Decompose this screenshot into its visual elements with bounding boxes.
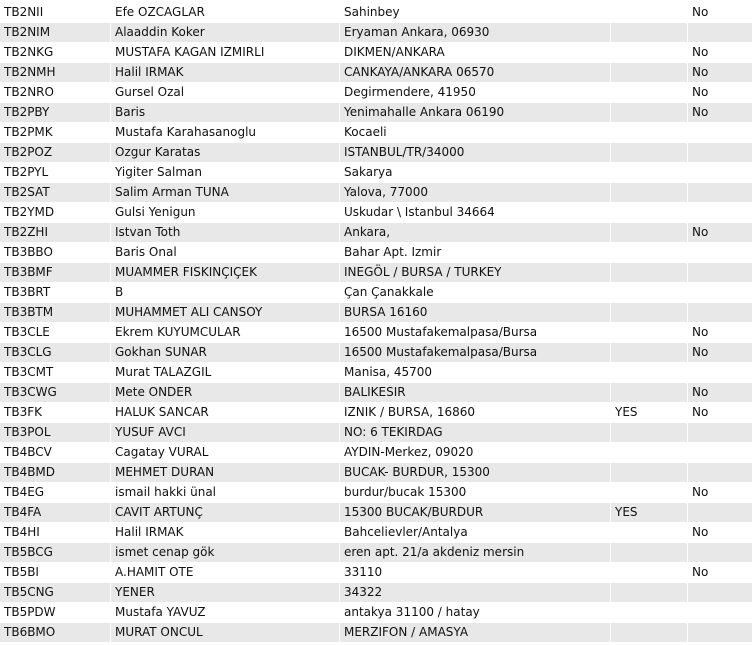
- no-flag-cell: No: [687, 523, 752, 543]
- no-flag-cell: [687, 543, 752, 563]
- table-body: [0, 3, 752, 643]
- callsign-cell: TB3POL: [0, 423, 110, 443]
- table-row: [0, 343, 752, 363]
- no-flag-cell: [687, 363, 752, 383]
- address-cell: eren apt. 21/a akdeniz mersin: [339, 543, 610, 563]
- operator-name-cell: Istvan Toth: [110, 223, 339, 243]
- no-flag-cell: [687, 23, 752, 43]
- no-flag-cell: No: [687, 223, 752, 243]
- callsign-table: [0, 3, 752, 643]
- yes-flag-cell: [610, 3, 687, 23]
- callsign-cell: TB5PDW: [0, 603, 110, 623]
- yes-flag-cell: [610, 563, 687, 583]
- callsign-cell: TB5CNG: [0, 583, 110, 603]
- operator-name-cell: YUSUF AVCI: [110, 423, 339, 443]
- address-cell: NO: 6 TEKIRDAG: [339, 423, 610, 443]
- no-flag-cell: [687, 623, 752, 643]
- yes-flag-cell: [610, 203, 687, 223]
- table-row: [0, 583, 752, 603]
- address-cell: burdur/bucak 15300: [339, 483, 610, 503]
- operator-name-cell: Cagatay VURAL: [110, 443, 339, 463]
- no-flag-cell: [687, 303, 752, 323]
- table-row: [0, 563, 752, 583]
- table-row: [0, 483, 752, 503]
- address-cell: Bahcelievler/Antalya: [339, 523, 610, 543]
- callsign-cell: TB6BMO: [0, 623, 110, 643]
- callsign-cell: TB3CWG: [0, 383, 110, 403]
- no-flag-cell: No: [687, 563, 752, 583]
- operator-name-cell: A.HAMIT OTE: [110, 563, 339, 583]
- callsign-cell: TB4HI: [0, 523, 110, 543]
- operator-name-cell: Gulsi Yenigun: [110, 203, 339, 223]
- no-flag-cell: [687, 503, 752, 523]
- table-row: [0, 403, 752, 423]
- address-cell: 34322: [339, 583, 610, 603]
- table-row: [0, 3, 752, 23]
- address-cell: BALIKESIR: [339, 383, 610, 403]
- no-flag-cell: [687, 463, 752, 483]
- yes-flag-cell: [610, 283, 687, 303]
- address-cell: Eryaman Ankara, 06930: [339, 23, 610, 43]
- table-row: [0, 43, 752, 63]
- address-cell: Sahinbey: [339, 3, 610, 23]
- yes-flag-cell: [610, 443, 687, 463]
- table-row: [0, 303, 752, 323]
- yes-flag-cell: [610, 163, 687, 183]
- no-flag-cell: No: [687, 3, 752, 23]
- yes-flag-cell: [610, 423, 687, 443]
- address-cell: Çan Çanakkale: [339, 283, 610, 303]
- no-flag-cell: No: [687, 83, 752, 103]
- table-row: [0, 203, 752, 223]
- table-row: [0, 463, 752, 483]
- operator-name-cell: Ozgur Karatas: [110, 143, 339, 163]
- callsign-cell: TB3BBO: [0, 243, 110, 263]
- address-cell: BUCAK- BURDUR, 15300: [339, 463, 610, 483]
- yes-flag-cell: [610, 223, 687, 243]
- callsign-cell: TB3BTM: [0, 303, 110, 323]
- callsign-cell: TB2YMD: [0, 203, 110, 223]
- yes-flag-cell: [610, 483, 687, 503]
- callsign-cell: TB5BCG: [0, 543, 110, 563]
- yes-flag-cell: YES: [610, 503, 687, 523]
- operator-name-cell: B: [110, 283, 339, 303]
- operator-name-cell: Murat TALAZGIL: [110, 363, 339, 383]
- operator-name-cell: CAVIT ARTUNÇ: [110, 503, 339, 523]
- operator-name-cell: Ekrem KUYUMCULAR: [110, 323, 339, 343]
- table-row: [0, 263, 752, 283]
- address-cell: BURSA 16160: [339, 303, 610, 323]
- yes-flag-cell: [610, 543, 687, 563]
- yes-flag-cell: [610, 603, 687, 623]
- no-flag-cell: [687, 443, 752, 463]
- yes-flag-cell: [610, 63, 687, 83]
- no-flag-cell: [687, 183, 752, 203]
- table-row: [0, 163, 752, 183]
- operator-name-cell: MURAT ONCUL: [110, 623, 339, 643]
- address-cell: Kocaeli: [339, 123, 610, 143]
- table-row: [0, 83, 752, 103]
- operator-name-cell: MEHMET DURAN: [110, 463, 339, 483]
- operator-name-cell: Gokhan SUNAR: [110, 343, 339, 363]
- yes-flag-cell: [610, 383, 687, 403]
- callsign-cell: TB3CMT: [0, 363, 110, 383]
- yes-flag-cell: [610, 263, 687, 283]
- operator-name-cell: Alaaddin Koker: [110, 23, 339, 43]
- table-row: [0, 383, 752, 403]
- operator-name-cell: Mustafa Karahasanoglu: [110, 123, 339, 143]
- table-row: [0, 103, 752, 123]
- callsign-cell: TB4BMD: [0, 463, 110, 483]
- callsign-cell: TB3FK: [0, 403, 110, 423]
- yes-flag-cell: [610, 463, 687, 483]
- table-row: [0, 363, 752, 383]
- callsign-cell: TB2ZHI: [0, 223, 110, 243]
- address-cell: AYDIN-Merkez, 09020: [339, 443, 610, 463]
- callsign-cell: TB5BI: [0, 563, 110, 583]
- callsign-cell: TB2NIM: [0, 23, 110, 43]
- no-flag-cell: No: [687, 63, 752, 83]
- address-cell: ISTANBUL/TR/34000: [339, 143, 610, 163]
- no-flag-cell: No: [687, 483, 752, 503]
- no-flag-cell: No: [687, 343, 752, 363]
- yes-flag-cell: [610, 323, 687, 343]
- address-cell: IZNIK / BURSA, 16860: [339, 403, 610, 423]
- operator-name-cell: Baris Onal: [110, 243, 339, 263]
- table-row: [0, 63, 752, 83]
- no-flag-cell: No: [687, 103, 752, 123]
- operator-name-cell: Mustafa YAVUZ: [110, 603, 339, 623]
- table-row: [0, 183, 752, 203]
- operator-name-cell: MUAMMER FISKINÇIÇEK: [110, 263, 339, 283]
- yes-flag-cell: YES: [610, 403, 687, 423]
- yes-flag-cell: [610, 343, 687, 363]
- table-row: [0, 243, 752, 263]
- no-flag-cell: [687, 163, 752, 183]
- callsign-cell: TB4BCV: [0, 443, 110, 463]
- yes-flag-cell: [610, 83, 687, 103]
- yes-flag-cell: [610, 583, 687, 603]
- table-row: [0, 123, 752, 143]
- address-cell: Yenimahalle Ankara 06190: [339, 103, 610, 123]
- operator-name-cell: HALUK SANCAR: [110, 403, 339, 423]
- no-flag-cell: [687, 243, 752, 263]
- no-flag-cell: [687, 423, 752, 443]
- yes-flag-cell: [610, 103, 687, 123]
- address-cell: DIKMEN/ANKARA: [339, 43, 610, 63]
- address-cell: INEGÖL / BURSA / TURKEY: [339, 263, 610, 283]
- operator-name-cell: Yigiter Salman: [110, 163, 339, 183]
- operator-name-cell: MUSTAFA KAGAN IZMIRLI: [110, 43, 339, 63]
- table-row: [0, 23, 752, 43]
- address-cell: Yalova, 77000: [339, 183, 610, 203]
- no-flag-cell: No: [687, 323, 752, 343]
- address-cell: 33110: [339, 563, 610, 583]
- table-row: [0, 543, 752, 563]
- address-cell: Degirmendere, 41950: [339, 83, 610, 103]
- table-row: [0, 283, 752, 303]
- callsign-cell: TB3CLE: [0, 323, 110, 343]
- callsign-cell: TB3BRT: [0, 283, 110, 303]
- operator-name-cell: ismet cenap gök: [110, 543, 339, 563]
- no-flag-cell: [687, 203, 752, 223]
- no-flag-cell: [687, 143, 752, 163]
- operator-name-cell: YENER: [110, 583, 339, 603]
- operator-name-cell: Salim Arman TUNA: [110, 183, 339, 203]
- yes-flag-cell: [610, 143, 687, 163]
- yes-flag-cell: [610, 123, 687, 143]
- address-cell: antakya 31100 / hatay: [339, 603, 610, 623]
- callsign-cell: TB3CLG: [0, 343, 110, 363]
- table-row: [0, 423, 752, 443]
- no-flag-cell: [687, 123, 752, 143]
- callsign-cell: TB2POZ: [0, 143, 110, 163]
- yes-flag-cell: [610, 43, 687, 63]
- callsign-cell: TB2SAT: [0, 183, 110, 203]
- table-row: [0, 143, 752, 163]
- operator-name-cell: Efe OZCAGLAR: [110, 3, 339, 23]
- callsign-cell: TB2NKG: [0, 43, 110, 63]
- operator-name-cell: MUHAMMET ALI CANSOY: [110, 303, 339, 323]
- operator-name-cell: Baris: [110, 103, 339, 123]
- yes-flag-cell: [610, 183, 687, 203]
- callsign-cell: TB2NII: [0, 3, 110, 23]
- table-row: [0, 503, 752, 523]
- table-row: [0, 623, 752, 643]
- operator-name-cell: ismail hakki ünal: [110, 483, 339, 503]
- address-cell: 16500 Mustafakemalpasa/Bursa: [339, 323, 610, 343]
- address-cell: Ankara,: [339, 223, 610, 243]
- address-cell: Manisa, 45700: [339, 363, 610, 383]
- no-flag-cell: [687, 603, 752, 623]
- address-cell: Bahar Apt. Izmir: [339, 243, 610, 263]
- callsign-cell: TB4FA: [0, 503, 110, 523]
- no-flag-cell: [687, 583, 752, 603]
- callsign-cell: TB2NMH: [0, 63, 110, 83]
- yes-flag-cell: [610, 523, 687, 543]
- address-cell: MERZIFON / AMASYA: [339, 623, 610, 643]
- yes-flag-cell: [610, 623, 687, 643]
- callsign-cell: TB2PBY: [0, 103, 110, 123]
- address-cell: CANKAYA/ANKARA 06570: [339, 63, 610, 83]
- callsign-cell: TB2PMK: [0, 123, 110, 143]
- table-row: [0, 443, 752, 463]
- table-row: [0, 523, 752, 543]
- operator-name-cell: Gursel Ozal: [110, 83, 339, 103]
- address-cell: 16500 Mustafakemalpasa/Bursa: [339, 343, 610, 363]
- table-row: [0, 603, 752, 623]
- address-cell: 15300 BUCAK/BURDUR: [339, 503, 610, 523]
- callsign-cell: TB2PYL: [0, 163, 110, 183]
- operator-name-cell: Mete ONDER: [110, 383, 339, 403]
- yes-flag-cell: [610, 363, 687, 383]
- no-flag-cell: No: [687, 403, 752, 423]
- operator-name-cell: Halil IRMAK: [110, 63, 339, 83]
- yes-flag-cell: [610, 23, 687, 43]
- address-cell: Sakarya: [339, 163, 610, 183]
- no-flag-cell: No: [687, 383, 752, 403]
- yes-flag-cell: [610, 303, 687, 323]
- table-row: [0, 323, 752, 343]
- address-cell: Uskudar \ Istanbul 34664: [339, 203, 610, 223]
- yes-flag-cell: [610, 243, 687, 263]
- callsign-cell: TB2NRO: [0, 83, 110, 103]
- no-flag-cell: No: [687, 43, 752, 63]
- operator-name-cell: Halil IRMAK: [110, 523, 339, 543]
- callsign-cell: TB3BMF: [0, 263, 110, 283]
- table-row: [0, 223, 752, 243]
- callsign-cell: TB4EG: [0, 483, 110, 503]
- no-flag-cell: [687, 283, 752, 303]
- no-flag-cell: [687, 263, 752, 283]
